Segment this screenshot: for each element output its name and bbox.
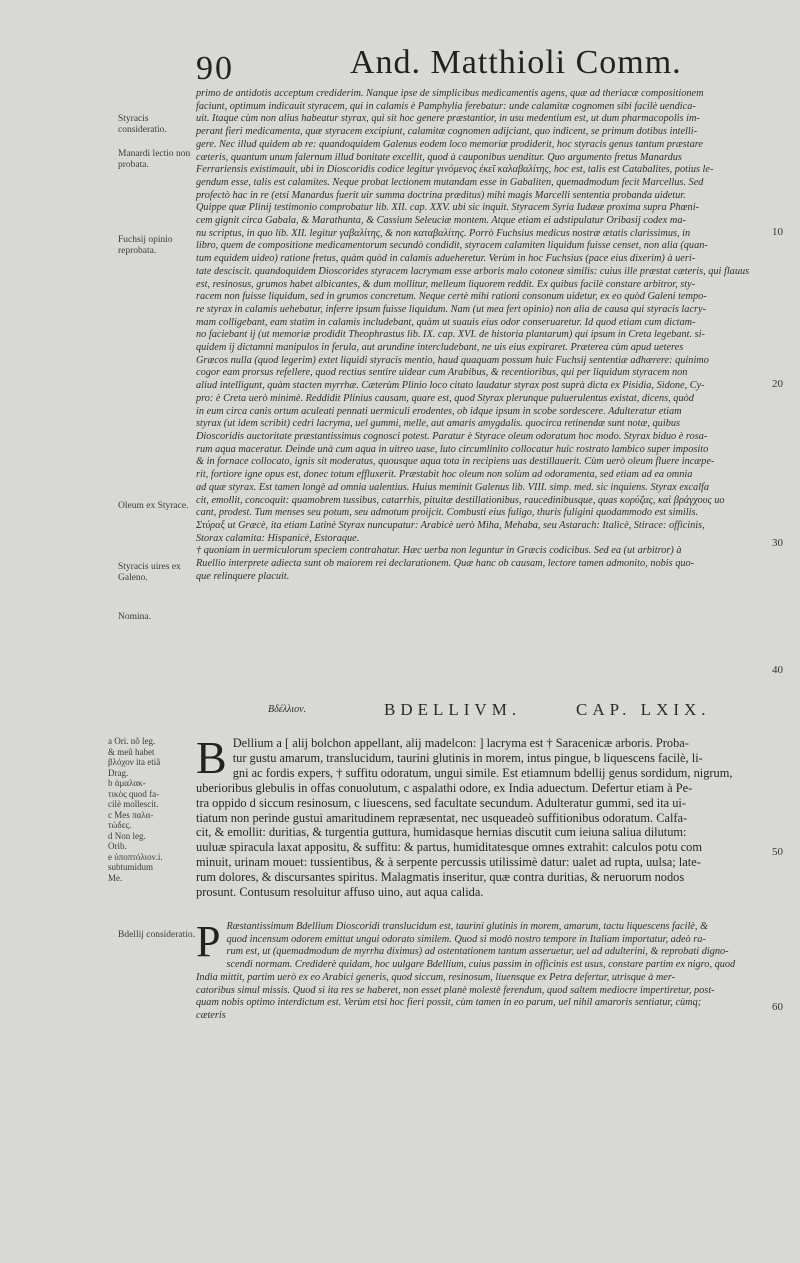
- line-number: 40: [772, 664, 783, 676]
- text-line: Dellium a [ alij bolchon appellant, alij madelcon: ] lacryma est † Saracenicæ arboris. Proba-: [232, 736, 689, 750]
- text-line: cæteris: [196, 1009, 226, 1021]
- text-line: cem gignit circa Gabala, & Marathunta, & Cassium Seleuciæ montem. Atque etiam ei adstipulatur Oribasij codex ma-: [196, 215, 686, 227]
- drop-capital: B: [196, 732, 227, 783]
- line-number: 50: [772, 846, 783, 858]
- text-line: re styrax in calamis uehebatur, inferre ipsum fuisse liquidum. Nam (ut mea fert opinio) non alia de causa qui styracis lacry-: [196, 303, 707, 315]
- text-line: gendum esse, talis est calamites. Neque probat lectionem mutandam esse in Gabaliten, quemadmodum fecit Marcellus. Sed: [196, 176, 704, 188]
- text-line: quidem ij dictamni manipulos in ferula, aut arundine intercludebant, ne uis eius expiraret. Præterea cùm apud ueteres: [196, 342, 684, 354]
- text-line: prosunt. Contusum resoluitur affuso uino, aut aqua calida.: [196, 885, 484, 900]
- line-number: 10: [772, 226, 783, 238]
- margin-variant-line: τικὸς quod fa-: [108, 788, 160, 799]
- text-line: rum est, ut (quemadmodum de myrrha diximus) ad ostentationem tantum asseruetur, uel ad adulterini, & reprobati digno-: [226, 946, 729, 958]
- margin-variant-line: Drag.: [108, 767, 129, 778]
- drop-capital: P: [196, 917, 221, 966]
- text-line: tate desciscit. quandoquidem Dioscorides styracem lacrymam esse arboris malo cotoneæ similis: cuius ille præstat cæteris, qui flauus: [196, 265, 750, 277]
- text-line: Quippe quæ Plinij testimonio comprobatur lib. XII. cap. XXV. ubi sic inquit. Styracem Syria Iudææ proxima supra Phœni-: [196, 202, 699, 214]
- text-line: tra oppido d siccum resinosum, c liuescens, sed facultate secundum. Adulteratur gummi, sed ita ui-: [196, 795, 686, 810]
- chapter-heading: [196, 700, 766, 724]
- text-line: pro: è Creta uerò minimè. Reddidit Plinius causam, quare est, quod Styrax plerunque puluerulentus existat, dicens, quòd: [196, 392, 694, 404]
- text-line: India mittit, partim uerò ex eo Arabici generis, quod siccum, resinosum, liuensque ex Petra defertur, utrisque à mer-: [196, 971, 676, 983]
- margin-variant-line: Me.: [108, 872, 123, 883]
- text-line: uuluæ spiracula laxat appositu, & suffitu: & partus, humiditatesque omnes extrahit: calculos potu com: [196, 840, 702, 855]
- margin-note-fuchsii: Fuchsij opinio reprobata.: [118, 235, 173, 256]
- text-line: racem non fuisse liquidum, sed in grumos concretum. Neque certè mihi rationi consonum uidetur, ex eo quòd Galeni tempo-: [196, 291, 707, 303]
- margin-note-vires: Styracis uires ex Galeno.: [118, 562, 181, 583]
- text-line: & in fornace collocato, ignis sit moderatus, quousque aqua tota in recipiens uas destillauerit. Cùm uerò oleum fluere incæpe-: [196, 456, 715, 468]
- margin-variant-line: βλόχον ita etiã: [108, 757, 161, 767]
- text-line: mam colligebant, eam statim in calamis includebant, quàm ut suauis eius odor conseruaretur. Id quod etiam cum dictam-: [196, 316, 696, 328]
- text-line: cæteris, quantum unum falernum illud bonitate excellit, quod à cauponibus uenditur. Quo argumento fretus Manardus: [196, 151, 682, 163]
- text-line: faciunt, optimum indicauit styracem, qui in calamis è Pamphylia ferebatur: unde calamitæ cognomen sibi facilè uendica-: [196, 100, 696, 112]
- line-number: 20: [772, 378, 783, 390]
- dioscorides-text: [196, 732, 766, 900]
- text-line: quod incensum odorem emittat ungui odorato similem. Quod si modò nostro tempore in Italiam importatur, adeò ra-: [226, 933, 706, 945]
- text-line: profectò hac in re (etsi Manardus fuerit uir summa doctrina præditus) mihi magis Marcelli sententia probanda uidetur.: [196, 189, 686, 201]
- text-line: que relinquere placuit.: [196, 570, 290, 582]
- text-line: no faciebant ij (ut memoriæ prodidit Theophrastus lib. IX. cap. XVI. de historia plantarum) qui ipsum in Creta legebant. si-: [196, 329, 705, 341]
- margin-variant-line: subtumidum: [108, 862, 154, 872]
- margin-variant-line: Orib.: [108, 841, 127, 851]
- text-line: † quoniam in uermiculorum speciem contrahatur. Hæc uerba non leguntur in Græcis codicibus. Sed ea (ut arbitror) à: [196, 545, 682, 557]
- text-line: cogor eam prorsus refellere, quod rectius sentire uidear cum Arabibus, & recentioribus, qui per liquidum styracem non: [196, 367, 688, 379]
- running-title: And. Matthioli Comm.: [350, 44, 682, 81]
- text-line: tum equidem uideo) ratione fretus, quàm quòd in calamis adueheretur. Verùm in hoc Fuchsius (pace eius dixerim) à ueri-: [196, 253, 696, 265]
- dioscorides-lines: [196, 732, 766, 900]
- text-line: scendi normam. Crediderè quidam, hoc uulgare Bdellium, cuius passim in officinis est usus, constare partim ex nigro, quod: [226, 959, 736, 971]
- text-line: gere. Nec illud quidem ab re: quandoquidem Galenus eodem loco memoriæ prodiderit, hoc styracis genus tantum præstare: [196, 138, 703, 150]
- text-line: cant, prodest. Tum menses seu potum, seu admotum proijcit. Combusti eius fuligo, thuris fuligini quodammodo est similis.: [196, 507, 699, 519]
- margin-variant-line: c Mes παλα-: [108, 809, 154, 820]
- text-line: uit. Itaque cùm non alius habeatur styrax, qui sit hoc genere præstantior, in usu medentium est, ut dum pharmacopolis im-: [196, 113, 700, 125]
- text-line: Græcos nulla (quod legerim) extet liquidi styracis mentio, haud quaquam possum huic Fuchsij sententiæ adhærere: quinimo: [196, 354, 709, 366]
- text-line: est, resinosus, grumos habet albicantes, & dum mollitur, melleum liquorem reddit. Ex quibus facilè constare arbitror, sty-: [196, 278, 696, 290]
- text-line: primo de antidotis acceptum crediderim. Nanque ipse de simplicibus medicamentis agens, quæ ad theriacæ compositionem: [196, 88, 704, 99]
- text-line: styrax (ut idem scribit) cedri lacryma, uel gummi, melle, aut amaris amygdalis. quocirca retinendæ sunt notæ, quibus: [196, 418, 680, 430]
- text-line: rum aqua maceratur. Deinde unà cum aqua in uitreo uase, luto circumlinito collocatur huic rostrato lambico super imposito: [196, 443, 709, 455]
- margin-note-bdellii: Bdellij consideratio.: [118, 930, 196, 940]
- text-line: gni ac fordis expers, † suffitu odoratum, ungui simile. Est etiamnum bdellij genus sordidum, nigrum,: [232, 765, 733, 780]
- text-line: quam nobis optimo interdictum est. Verùm etsi hoc fieri possit, cùm tamen in eo parum, uel nihil amaroris sentiatur, cùmq;: [196, 997, 702, 1009]
- text-line: Ræstantissimum Bdellium Dioscoridi translucidum est, taurini glutinis in morem, amarum, tactu liquescens facilè, &: [226, 921, 709, 932]
- margin-note-manardi: Manardi lectio non probata.: [118, 149, 191, 170]
- text-line: tur gustu amarum, translucidum, taurini glutinis in morem, intus pingue, b liquescens facilè, li-: [232, 750, 703, 765]
- chapter-number: CAP. LXIX.: [576, 700, 711, 719]
- text-line: rum dolores, & discursantes spiritus. Malagmatis inseritur, quæ contra duritias, & neruorum nodos: [196, 870, 685, 885]
- margin-variant-line: e ὑποπτόλιον.i.: [108, 851, 163, 862]
- margin-note-oleum: Oleum ex Styrace.: [118, 501, 189, 511]
- margin-note-styracis: Styracis consideratio.: [118, 114, 167, 135]
- text-line: uberioribus glebulis in offas conuolutum, c aspalathi odore, ex India aduectum. Defertur etiam à Pe-: [196, 780, 693, 795]
- text-line: Dioscoridis auctoritate præstantissimus cognosci potest. Paratur è Styrace oleum odoratum hoc modo. Styrax biduo è rosa-: [196, 430, 708, 442]
- chapter-title: BDELLIVM.: [384, 700, 522, 719]
- text-line: libro, quem de compositione medicamentorum secundò condidit, styracem calamiten liquidum fuisse censet, non alia (quan-: [196, 240, 708, 252]
- text-line: catoribus simul missis. Quod si ita res se haberet, non esset planè molestè ferendum, quod saltem mediocre impertiretur, post-: [196, 984, 715, 996]
- text-line: Ferrariensis existimauit, ubi in Dioscoridis codice legitur γινόμενος ἐκεῖ καλαβαλίτης, hoc est, talis est Catabalites, potius le-: [196, 164, 714, 176]
- text-line: ad quæ styrax. Est tamen longè ad omnia ualentius. Huius meminit Galenus lib. VIII. simp. med. sic inquiens. Styrax excalfa: [196, 481, 710, 493]
- margin-variant-readings: [108, 736, 194, 883]
- text-line: aliud intelligunt, quàm stacten myrrhæ. Cæterùm Plinio loco citato laudatur styrax post suprà dicta ex Pisidia, Sidone, Cy-: [196, 380, 705, 392]
- text-line: Storax calamita: Hispanicè, Estoraque.: [196, 532, 360, 544]
- text-line: rit, fortiore igne opus est, donec totum effluxerit. Præstabit hoc oleum non solùm ad odoramenta, sed etiam ad ea omnia: [196, 469, 693, 481]
- page-number: 90: [196, 50, 234, 87]
- text-line: Ruellio interprete adiecta sunt ob maiorem rei declarationem. Quæ hanc ob causam, lectore tamen admonito, nobis quo-: [196, 558, 695, 570]
- text-line: minuit, urinam mouet: tussientibus, & à serpente percussis utilissimè datur: ualet ad rupta, uulsa; late-: [196, 855, 701, 870]
- margin-note-nomina: Nomina.: [118, 612, 151, 622]
- text-line: in eum circa canis ortum aculeati pennati uermiculi erodentes, ob idque ipsum in scobe sordescere. Adulteratur etiam: [196, 405, 682, 417]
- text-line: Στύραξ ut Græcè, ita etiam Latinè Styrax nuncupatur: Arabicè uerò Miha, Mehaba, seu Astarach: Italicè, Stirace: officinis,: [196, 519, 705, 531]
- text-line: cit, emollit, concoquit: quamobrem tussibus, catarrhis, pituitæ destillationibus, raucedinibusque, quas κορύζας, καὶ βράγχους uo: [196, 494, 725, 506]
- line-number: 60: [772, 1001, 783, 1013]
- text-line: cit, & emollit: duritias, & turgentia guttura, humidasque hernias discutit cum ieiuna saliua dilutum:: [196, 825, 687, 840]
- margin-variant-line: d Non leg.: [108, 830, 146, 841]
- margin-variant-line: τώδες.: [108, 820, 132, 830]
- margin-variant-line: cilè mollescit.: [108, 799, 159, 809]
- margin-variant-line: & meũ habet: [108, 746, 155, 757]
- text-line: perant fieri medicamenta, quæ styracem excipiunt, calamitæ cognomen adijciant, quo indicent, se primum dotibus intelli-: [196, 126, 698, 138]
- commentary-bdellium: [196, 917, 766, 1023]
- text-line: tiatum non perinde gustui amaritudinem repræsentat, nec usqueadeò suffitionibus odoratum. Calfa-: [196, 810, 688, 825]
- margin-variant-line: a Ori. nõ leg.: [108, 736, 156, 746]
- commentary-styrax: [196, 88, 766, 583]
- bdellium-lines: [196, 917, 766, 1023]
- text-line: nu scriptus, in quo lib. XII. legitur γαβαλίτης, & non καταβαλίτης. Porrò Fuchsius medicus nostræ ætatis clarissimus, in: [196, 227, 691, 239]
- chapter-greek-name: Βδέλλιον.: [268, 704, 307, 715]
- line-number: 30: [772, 537, 783, 549]
- margin-variant-line: b ἀμαλακ-: [108, 778, 146, 788]
